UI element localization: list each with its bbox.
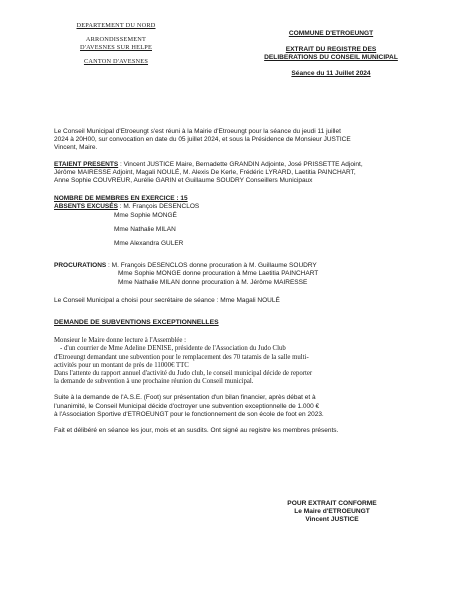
department-name: DEPARTEMENT DU NORD — [76, 22, 156, 29]
absent-members — [54, 203, 409, 211]
absent-item: Mme Alexandra GULER — [114, 240, 184, 248]
section-title: DEMANDE DE SUBVENTIONS EXCEPTIONNELLES — [54, 319, 219, 327]
extract-title-line2: DELIBERATIONS DU CONSEIL MUNICIPAL — [264, 54, 398, 61]
header-right — [246, 30, 416, 78]
intro-line: 2024 à 20H00, sur convocation en date du 05 juillet 2024, et sous la Présidence de Monsieur JUSTICE — [54, 136, 351, 144]
present-label: ETAIENT PRESENTS — [54, 160, 119, 168]
paragraph-line: - d'un courrier de Mme Adeline DENISE, présidente de l'Association du Judo Club — [60, 345, 286, 353]
signature-line: Le Maire d'ETROEUNGT — [294, 508, 370, 515]
paragraph-line: Monsieur le Maire donne lecture à l'Assemblée : — [54, 337, 187, 345]
document-body — [54, 128, 409, 435]
present-members — [54, 161, 409, 169]
intro-line: Vincent, Maire. — [54, 144, 98, 152]
paragraph-line: la demande de subvention à une prochaine réunion du Conseil municipal. — [54, 378, 254, 386]
signature-block — [272, 500, 392, 524]
absent-label: ABSENTS EXCUSÉS — [54, 203, 118, 211]
absent-item: Mme Sophie MONGÉ — [114, 211, 177, 219]
intro-line: Le Conseil Municipal d'Etroeungt s'est réuni à la Mairie d'Etroeungt pour la séance du jeudi 11 juillet — [54, 128, 341, 135]
present-line: Anne Sophie COUVREUR, Aurélie GARIN et Guillaume SOUDRY Conseillers Municipaux — [54, 177, 313, 185]
procuration-item: : M. François DESENCLOS donne procuration à M. Guillaume SOUDRY — [106, 262, 317, 270]
signature-name: Vincent JUSTICE — [305, 516, 359, 523]
extract-title-line1: EXTRAIT DU REGISTRE DES — [285, 46, 377, 53]
procuration-label: PROCURATIONS — [54, 262, 107, 270]
signature-line: POUR EXTRAIT CONFORME — [287, 500, 377, 507]
present-line: Jérôme MAIRESSE Adjoint, Magali NOULÉ, M. Alexis De Kerle, Frédéric LYRARD, Laetitia PAINCHART, — [54, 168, 356, 176]
procuration-item: Mme Nathalie MILAN donne procuration à M. Jérôme MAIRESSE — [118, 278, 308, 286]
secretary-line: Le Conseil Municipal a choisi pour secrétaire de séance : Mme Magali NOULÉ — [54, 296, 280, 304]
paragraph-line: l'unanimité, le Conseil Municipal décide d'octroyer une subvention exceptionnelle de 1.000 € — [54, 402, 320, 410]
paragraph-line: activités pour un montant de près de 11000€ TTC — [54, 361, 189, 369]
procurations — [54, 262, 409, 270]
present-line: : Vincent JUSTICE Maire, Bernadette GRANDIN Adjointe, José PRISSETTE Adjoint, — [118, 160, 363, 168]
absent-item: : M. François DESENCLOS — [117, 203, 200, 211]
session-date: Séance du 11 Juillet 2024 — [291, 70, 371, 77]
paragraph-line: à l'Association Sportive d'ETROEUNGT pour le fonctionnement de son école de foot en 2023. — [54, 410, 324, 418]
canton-name: CANTON D'AVESNES — [83, 58, 149, 65]
arrondissement-label: ARRONDISSEMENT — [85, 36, 147, 43]
arrondissement-name: D'AVESNES SUR HELPE — [80, 44, 152, 51]
header-left — [56, 22, 176, 66]
commune-name: COMMUNE D'ETROEUNGT — [288, 30, 374, 37]
paragraph-line: d'Etroeungt demandant une subvention pour le remplacement des 70 tatamis de la salle multi- — [54, 353, 309, 361]
absent-item: Mme Nathalie MILAN — [114, 225, 176, 233]
paragraph-line: Suite à la demande de l'A.S.E. (Foot) sur présentation d'un bilan financier, après débat et à — [54, 394, 316, 402]
closing-line: Fait et délibéré en séance les jour, mois et an susdits. Ont signé au registre les membres présents. — [54, 427, 339, 435]
paragraph-line: Dans l'attente du rapport annuel d'activité du Judo club, le conseil municipal décide de reporter — [54, 370, 313, 378]
procuration-item: Mme Sophie MONGE donne procuration à Mme Laetitia PAINCHART — [118, 270, 319, 278]
member-count: NOMBRE DE MEMBRES EN EXERCICE : 15 — [54, 195, 188, 203]
